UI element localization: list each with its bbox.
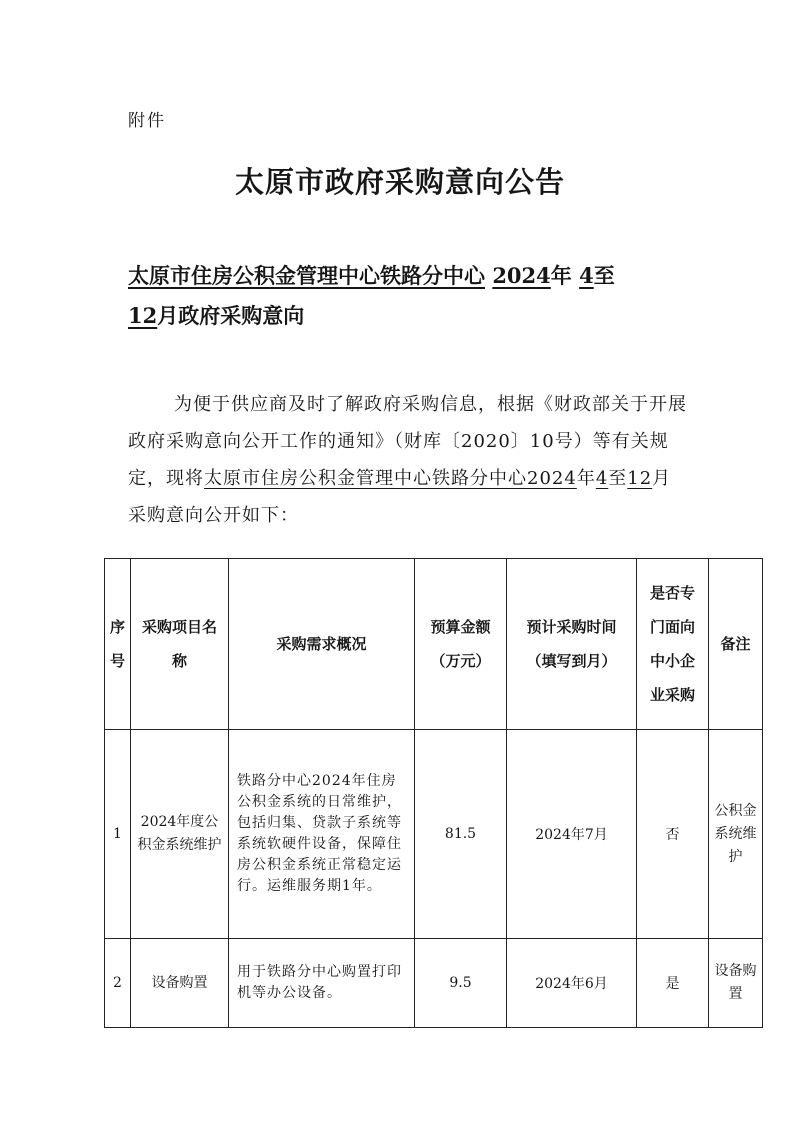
procurement-table — [104, 558, 763, 1028]
header-time: 预计采购时间（填写到月） — [507, 559, 637, 730]
cell-sme: 否 — [637, 730, 709, 939]
cell-time: 2024年7月 — [507, 730, 637, 939]
header-index: 序号 — [105, 559, 131, 730]
subtitle-start-month: 4 — [579, 263, 594, 288]
header-sme: 是否专门面向中小企业采购 — [637, 559, 709, 730]
table-header-row — [105, 559, 763, 730]
cell-project: 2024年度公积金系统维护 — [131, 730, 229, 939]
subtitle-year-suffix: 年 — [550, 263, 572, 288]
intro-unit: 太原市住房公积金管理中心铁路分中心 — [204, 468, 527, 489]
subtitle-end-month: 12 — [128, 303, 158, 328]
intro-year-suffix: 年 — [576, 468, 596, 489]
cell-sme: 是 — [637, 939, 709, 1028]
intro-end-month: 12 — [627, 468, 653, 489]
intro-year: 2024 — [527, 468, 577, 489]
cell-note: 设备购置 — [709, 939, 763, 1028]
intro-to: 至 — [608, 468, 628, 489]
page-title: 太原市政府采购意向公告 — [234, 165, 565, 199]
intro-text-part2: 月采购意向公开如下： — [128, 468, 672, 526]
intro-start-month: 4 — [595, 468, 609, 489]
cell-note: 公积金系统维护 — [709, 730, 763, 939]
cell-time: 2024年6月 — [507, 939, 637, 1028]
subtitle-tail: 月政府采购意向 — [157, 303, 305, 328]
cell-requirement: 用于铁路分中心购置打印机等办公设备。 — [229, 939, 415, 1028]
intro-paragraph — [128, 386, 688, 534]
cell-budget: 9.5 — [415, 939, 507, 1028]
cell-index: 2 — [105, 939, 131, 1028]
header-note: 备注 — [709, 559, 763, 730]
cell-project: 设备购置 — [131, 939, 229, 1028]
announcement-subtitle — [128, 256, 688, 336]
subtitle-to: 至 — [593, 263, 615, 288]
subtitle-year: 2024 — [492, 263, 551, 288]
table-row — [105, 730, 763, 939]
cell-budget: 81.5 — [415, 730, 507, 939]
header-project: 采购项目名称 — [131, 559, 229, 730]
cell-requirement: 铁路分中心2024年住房公积金系统的日常维护，包括归集、贷款子系统等系统软硬件设备，保障住房公积金系统正常稳定运行。运维服务期1年。 — [229, 730, 415, 939]
intro-text-part1: 为便于供应商及时了解政府采购信息，根据《财政部关于开展政府采购意向公开工作的通知》（财库〔2020〕10号）等有关规定，现将 — [128, 394, 687, 489]
subtitle-unit: 太原市住房公积金管理中心铁路分中心 — [128, 263, 485, 288]
header-budget: 预算金额（万元） — [415, 559, 507, 730]
attachment-label: 附件 — [128, 111, 166, 131]
cell-index: 1 — [105, 730, 131, 939]
table-row — [105, 939, 763, 1028]
header-requirement: 采购需求概况 — [229, 559, 415, 730]
